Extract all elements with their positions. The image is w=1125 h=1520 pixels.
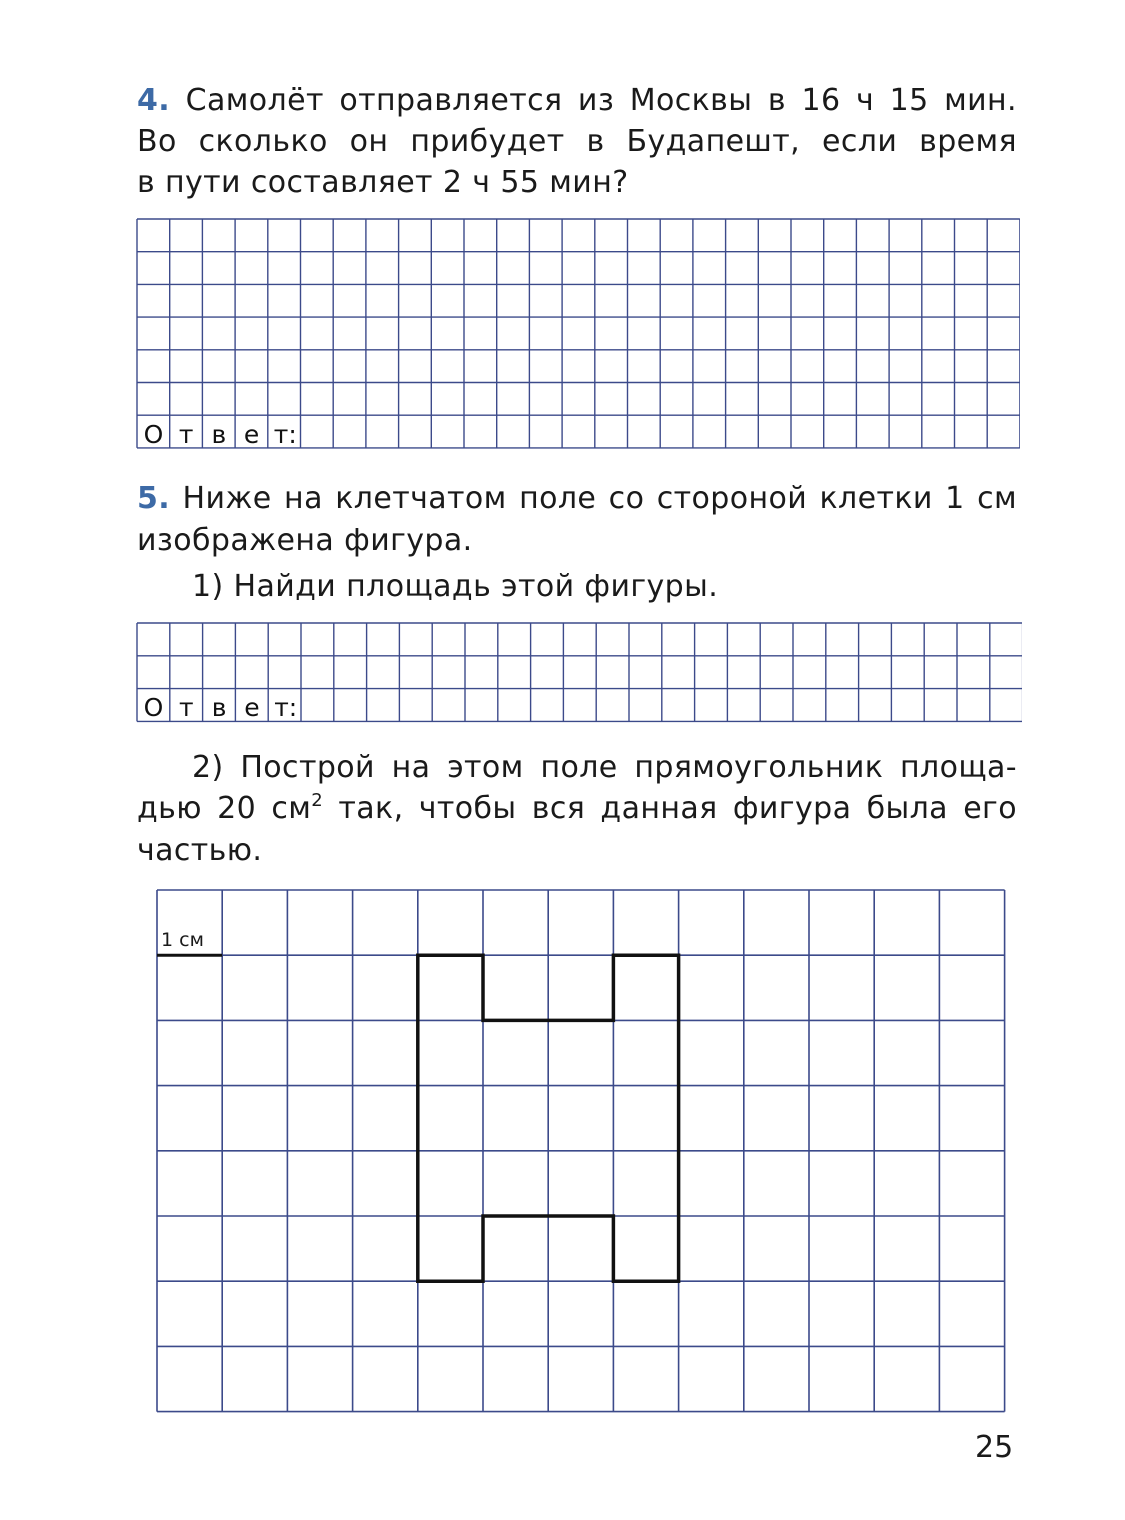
task4-line3: в пути составляет 2 ч 55 мин? (137, 165, 629, 200)
scale-label: 1 см (161, 929, 204, 951)
task5-number: 5. (137, 481, 171, 516)
answer-label-letter: е (244, 693, 260, 722)
answer-label-letter: О (143, 693, 164, 722)
task4-line2: Во сколько он прибудет в Будапешт, если время (137, 124, 1017, 159)
task4-line1: 4. Самолёт отправляется из Москвы в 16 ч 15 мин. (137, 83, 1017, 118)
answer-label-letter: О (143, 420, 164, 449)
task5-line2: изображена фигура. (137, 523, 473, 558)
task5-question2-line1: 2) Построй на этом поле прямоугольник площа- (192, 750, 1017, 785)
answer-label-letter: т (178, 420, 194, 449)
answer-label-letter: т (179, 693, 194, 722)
task4-number: 4. (137, 83, 171, 118)
answer-label-letter: т: (274, 693, 298, 722)
task5-line1: 5. Ниже на клетчатом поле со стороной клетки 1 см (137, 481, 1018, 516)
task5-question2-line3: частью. (137, 833, 263, 868)
answer-label-letter: в (211, 420, 227, 449)
answer-label-letter: т: (273, 420, 297, 449)
task5-question2-line2: дью 20 $см^2$ так, чтобы вся данная фигура была его (137, 790, 1017, 826)
answer-label-letter: в (211, 693, 227, 722)
page-number: 25 (975, 1430, 1014, 1465)
task5-question1: 1) Найди площадь этой фигуры. (192, 569, 719, 604)
figure-grid[interactable] (150, 884, 1010, 1419)
answer-grid-task4[interactable] (136, 218, 1020, 452)
answer-label-letter: е (243, 420, 260, 449)
